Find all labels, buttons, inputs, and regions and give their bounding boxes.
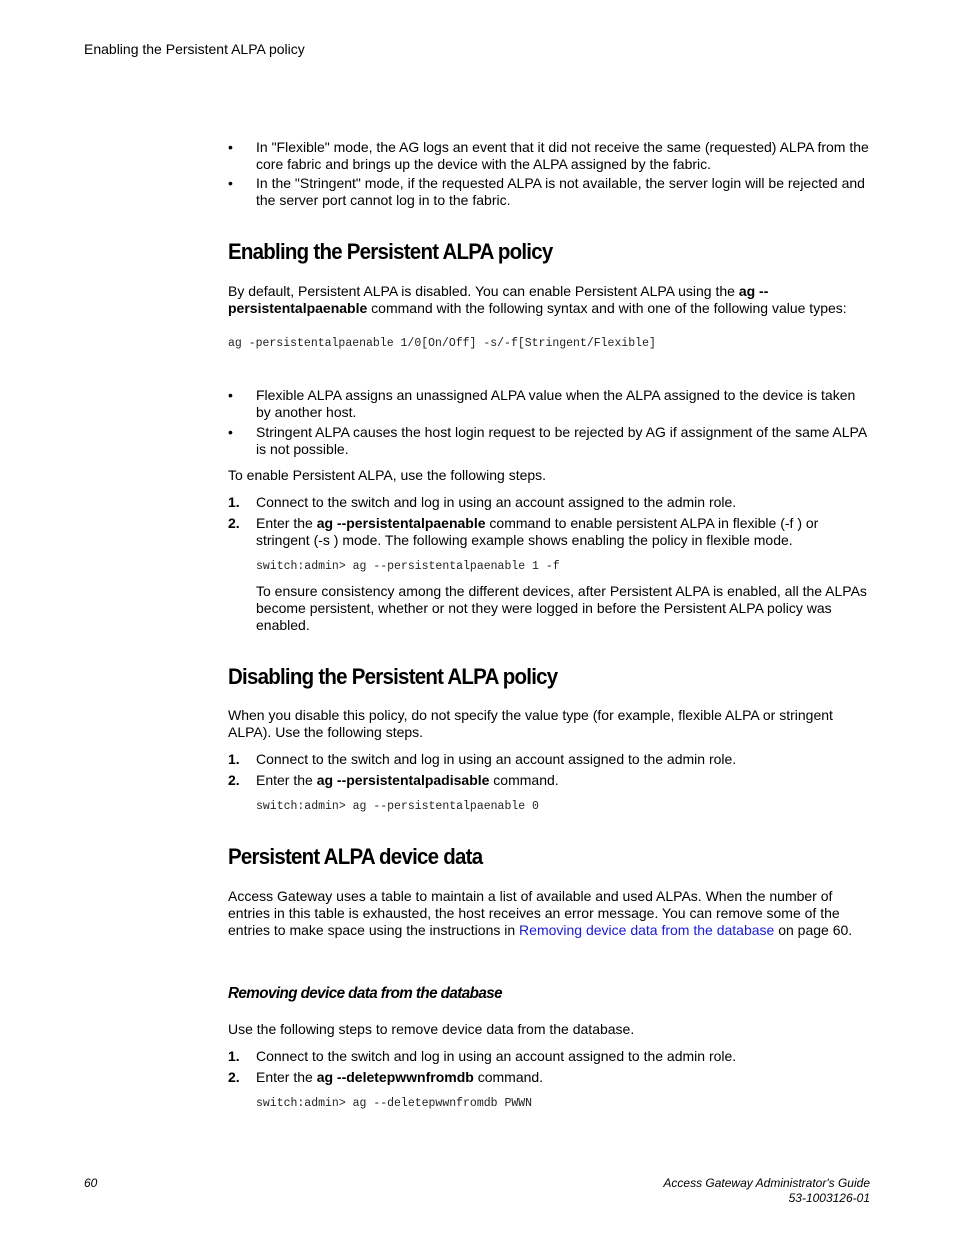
sec1-paragraph: By default, Persistent ALPA is disabled. You can enable Persistent ALPA using the ag --persistentalpaenable command with the following syntax and with one of the following value types: <box>228 283 847 316</box>
page-number: 60 <box>84 1176 98 1190</box>
step-number: 1. <box>228 751 240 767</box>
step-number: 1. <box>228 1048 240 1064</box>
command-name: ag --persistentalpaenable <box>228 283 769 316</box>
syntax-code: ag -persistentalpaenable 1/0[On/Off] -s/-f[Stringent/Flexible] <box>228 337 656 350</box>
step-text: Connect to the switch and log in using an account assigned to the admin role. <box>256 751 737 767</box>
step-text: Connect to the switch and log in using an account assigned to the admin role. <box>256 1048 737 1064</box>
command-name: ag --deletepwwnfromdb <box>316 1069 474 1085</box>
step-number: 2. <box>228 772 240 788</box>
sec4-paragraph: Use the following steps to remove device data from the database. <box>228 1021 635 1037</box>
example-code: switch:admin> ag --deletepwwnfromdb PWWN <box>256 1097 533 1110</box>
step-text: Enter the ag --persistentalpadisable command. <box>256 772 559 788</box>
example-code: switch:admin> ag --persistentalpaenable 1 -f <box>256 560 560 573</box>
example-code: switch:admin> ag --persistentalpaenable 0 <box>256 800 539 813</box>
step-number: 2. <box>228 1069 240 1085</box>
doc-number: 53-1003126-01 <box>788 1191 870 1205</box>
sec2-paragraph: When you disable this policy, do not specify the value type (for example, flexible ALPA or stringent ALPA). Use the following steps. <box>228 707 833 740</box>
bullet-text: In "Flexible" mode, the AG logs an event that it did not receive the same (requested) ALPA from the core fabric and brings up the device with the ALPA assigned by the fabric. <box>256 139 869 172</box>
cross-reference-link[interactable]: Removing device data from the database <box>519 922 775 938</box>
step-text: Enter the ag --deletepwwnfromdb command. <box>256 1069 544 1085</box>
bullet-text: Stringent ALPA causes the host login request to be rejected by AG if assignment of the same ALPA is not possible. <box>256 424 867 457</box>
bullet-text: In the "Stringent" mode, if the requested ALPA is not available, the server login will be rejected and the server port cannot log in to the fabric. <box>256 175 865 208</box>
running-header: Enabling the Persistent ALPA policy <box>84 41 305 57</box>
subsection-heading-remove: Removing device data from the database <box>228 985 502 1002</box>
footer-doc-info <box>663 1176 870 1206</box>
doc-title: Access Gateway Administrator's Guide <box>663 1176 870 1190</box>
step-number: 1. <box>228 494 240 510</box>
command-name: ag --persistentalpaenable <box>316 515 486 531</box>
step-text: Enter the ag --persistentalpaenable command to enable persistent ALPA in flexible (-f ) or stringent (-s ) mode. The following example shows enabling the policy in flexible mode. <box>256 515 819 548</box>
bullet-icon: • <box>228 175 233 191</box>
steps-intro: To enable Persistent ALPA, use the following steps. <box>228 467 547 483</box>
bullet-text: Flexible ALPA assigns an unassigned ALPA value when the ALPA assigned to the device is taken by another host. <box>256 387 856 420</box>
section-heading-device-data: Persistent ALPA device data <box>228 844 483 869</box>
step-text: Connect to the switch and log in using an account assigned to the admin role. <box>256 494 737 510</box>
sec3-paragraph: Access Gateway uses a table to maintain a list of available and used ALPAs. When the number of entries in this table is exhausted, the host receives an error message. You can remove some of the entries to make space using the instructions in Removing device data from the database on page 60. <box>228 888 853 938</box>
step-number: 2. <box>228 515 240 531</box>
bullet-icon: • <box>228 424 233 440</box>
section-heading-enable: Enabling the Persistent ALPA policy <box>228 239 553 264</box>
section-heading-disable: Disabling the Persistent ALPA policy <box>228 664 558 689</box>
bullet-icon: • <box>228 387 233 403</box>
command-name: ag --persistentalpadisable <box>316 772 490 788</box>
note-paragraph: To ensure consistency among the different devices, after Persistent ALPA is enabled, all the ALPAs become persistent, whether or not they were logged in before the Persistent ALPA policy was enabled. <box>256 583 867 633</box>
bullet-icon: • <box>228 139 233 155</box>
